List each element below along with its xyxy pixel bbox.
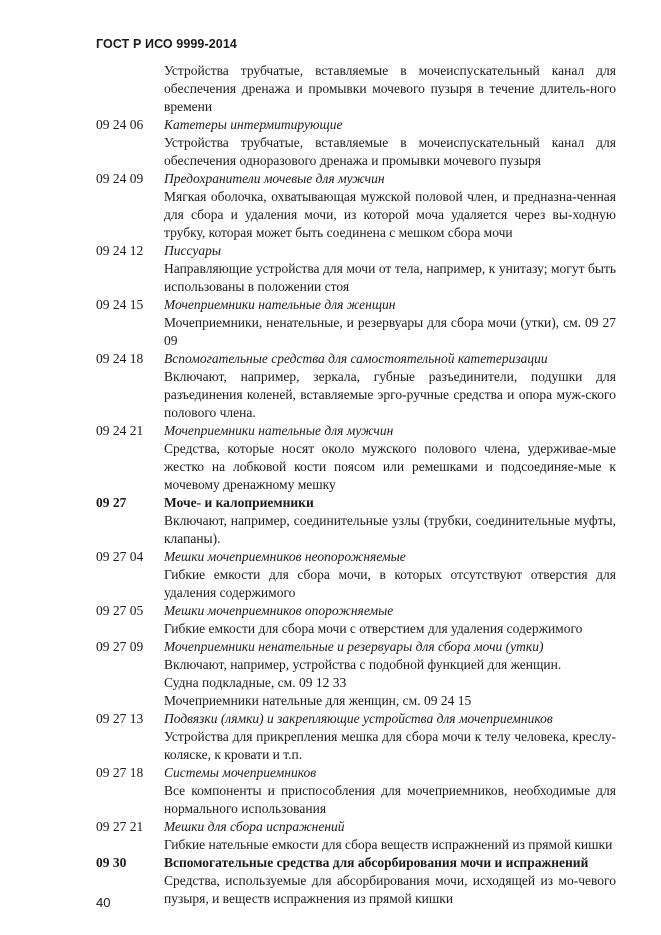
classification-entry	[96, 548, 616, 602]
entry-description: Включают, например, зеркала, губные разъединители, подушки для разъединения коленей, вставляемые эрго-ручные средства и опора муж-ского полового члена.	[164, 369, 616, 420]
entry-description: Устройства для прикрепления мешка для сбора мочи к телу человека, креслу-коляске, к кровати и т.п.	[164, 729, 616, 762]
classification-list	[96, 62, 616, 908]
entry-description: Средства, используемые для абсорбирования мочи, исходящей из мо-чевого пузыря, и веществ испражнения из прямой кишки	[164, 873, 616, 906]
entry-title: Мешки мочеприемников неопорожняемые	[164, 549, 406, 564]
entry-description: Направляющие устройства для мочи от тела, например, к унитазу; могут быть использованы в положении стоя	[164, 261, 616, 294]
entry-description: Включают, например, соединительные узлы (трубки, соединительные муфты, клапаны).	[164, 513, 616, 546]
intro-entry	[96, 62, 616, 116]
entry-code: 09 24 09	[96, 171, 144, 186]
entry-description: Мочеприемники, ненательные, и резервуары для сбора мочи (утки), см. 09 27 09	[164, 315, 616, 348]
entry-description: Все компоненты и приспособления для мочеприемников, необходимые для нормального использования	[164, 783, 616, 816]
entry-description: Гибкие емкости для сбора мочи с отверстием для удаления содержимого	[164, 621, 583, 636]
entry-description: Гибкие емкости для сбора мочи, в которых отсутствуют отверстия для удаления содержимого	[164, 567, 616, 600]
entry-title: Мочеприемники нательные для женщин	[164, 297, 396, 312]
entry-code: 09 27 21	[96, 819, 144, 834]
entry-title: Мешки мочеприемников опорожняемые	[164, 603, 394, 618]
classification-entry	[96, 602, 616, 638]
classification-entry	[96, 116, 616, 170]
classification-entry	[96, 350, 616, 422]
entry-title: Моче- и калоприемники	[164, 495, 314, 510]
entry-code: 09 24 18	[96, 351, 144, 366]
entry-title: Системы мочеприемников	[164, 765, 317, 780]
entry-title: Предохранители мочевые для мужчин	[164, 171, 385, 186]
entry-code: 09 27 18	[96, 765, 144, 780]
entry-title: Вспомогательные средства для самостоятельной катетеризации	[164, 351, 548, 366]
document-header: ГОСТ Р ИСО 9999-2014	[96, 37, 237, 51]
classification-entry	[96, 494, 616, 548]
entry-code: 09 27 13	[96, 711, 144, 726]
entry-title: Катетеры интермитирующие	[164, 117, 343, 132]
entry-description: Устройства трубчатые, вставляемые в мочеиспускательный канал для обеспечения дренажа и промывки мочевого пузыря в течение длитель-ного времени	[164, 63, 616, 114]
classification-entry	[96, 638, 616, 710]
entry-title: Мешки для сбора испражнений	[164, 819, 345, 834]
entry-description: Устройства трубчатые, вставляемые в мочеиспускательный канал для обеспечения одноразового дренажа и промывки мочевого пузыря	[164, 135, 616, 168]
classification-entry	[96, 764, 616, 818]
entry-code: 09 24 21	[96, 423, 144, 438]
entry-title: Мочеприемники нательные для мужчин	[164, 423, 394, 438]
classification-entry	[96, 854, 616, 908]
entry-code: 09 27	[96, 495, 127, 510]
classification-entry	[96, 710, 616, 764]
entry-description: Средства, которые носят около мужского полового члена, удерживае-мые жестко на лобковой кости поясом или ремешками и подсоединяе-мые к мочевому дренажному мешку	[164, 441, 616, 492]
page-number: 40	[96, 895, 111, 910]
classification-entry	[96, 818, 616, 854]
entry-description: Включают, например, устройства с подобной функцией для женщин.	[164, 657, 562, 672]
entry-code: 09 24 06	[96, 117, 144, 132]
entry-description: Судна подкладные, см. 09 12 33	[164, 675, 347, 690]
entry-code: 09 27 04	[96, 549, 144, 564]
entry-code: 09 24 15	[96, 297, 144, 312]
entry-code: 09 27 05	[96, 603, 144, 618]
entry-title: Писсуары	[164, 243, 222, 258]
classification-entry	[96, 296, 616, 350]
entry-code: 09 30	[96, 855, 127, 870]
entry-description: Мочеприемники нательные для женщин, см. 09 24 15	[164, 693, 472, 708]
classification-entry	[96, 422, 616, 494]
entry-title: Мочеприемники ненательные и резервуары для сбора мочи (утки)	[164, 639, 544, 654]
entry-code: 09 27 09	[96, 639, 144, 654]
classification-entry	[96, 242, 616, 296]
entry-title: Подвязки (лямки) и закрепляющие устройства для мочеприемников	[164, 711, 553, 726]
classification-entry	[96, 170, 616, 242]
entry-description: Гибкие нательные емкости для сбора веществ испражнений из прямой кишки	[164, 837, 613, 852]
entry-description: Мягкая оболочка, охватывающая мужской половой член, и предназна-ченная для сбора и удаления мочи, из которой моча удаляется через вы-ходную трубку, которая может быть соединена с мешком сбора мочи	[164, 189, 616, 240]
entry-code: 09 24 12	[96, 243, 144, 258]
entry-title: Вспомогательные средства для абсорбирования мочи и испражнений	[164, 855, 589, 870]
